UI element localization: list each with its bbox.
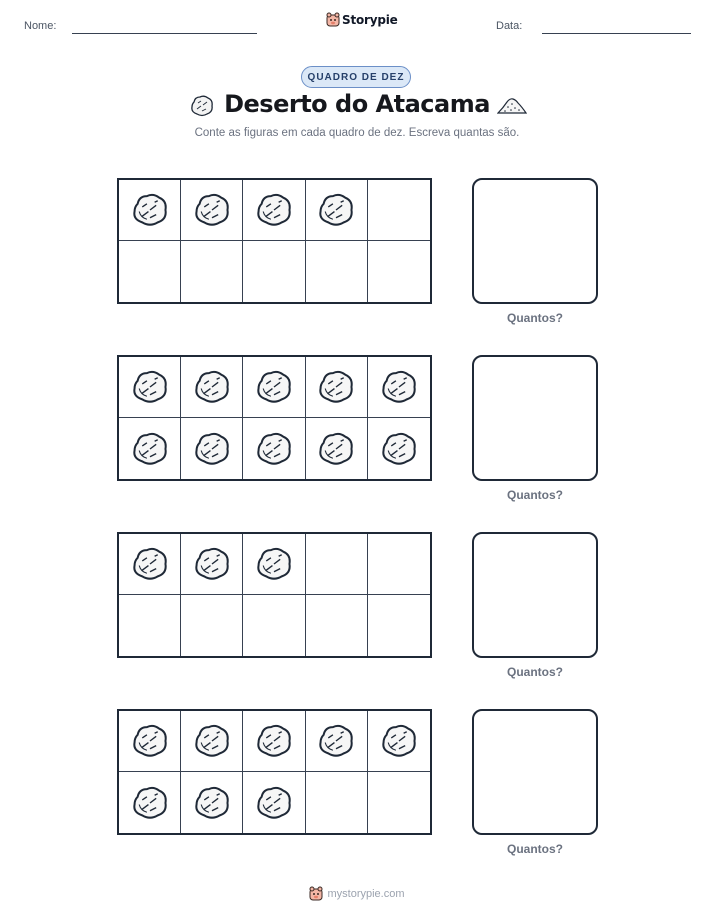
rock-icon [255, 193, 293, 227]
answer-box[interactable] [472, 532, 598, 658]
ten-frame-cell [306, 534, 368, 595]
rock-icon [380, 724, 418, 758]
ten-frame-cell [243, 180, 305, 241]
rock-icon [255, 786, 293, 820]
rock-icon [317, 193, 355, 227]
rock-icon [193, 432, 231, 466]
answer-box[interactable] [472, 178, 598, 304]
ten-frame-cell [119, 241, 181, 302]
answer-label: Quantos? [507, 311, 563, 325]
ten-frame-cell [243, 357, 305, 418]
ten-frame [117, 178, 432, 304]
ten-frame-cell [119, 180, 181, 241]
ten-frame-cell [119, 357, 181, 418]
brand-logo [326, 12, 398, 28]
answer-label: Quantos? [507, 665, 563, 679]
ten-frame-cell [306, 595, 368, 656]
ten-frame-cell [119, 534, 181, 595]
ten-frame-cell [368, 180, 430, 241]
ten-frame-cell [306, 357, 368, 418]
sand-pile-icon [497, 96, 527, 116]
name-label: Nome: [24, 20, 57, 32]
ten-frame-cell [181, 772, 243, 833]
answer-label: Quantos? [507, 488, 563, 502]
brand-name: Storypie [342, 13, 398, 27]
date-label: Data: [496, 20, 523, 32]
ten-frame-cell [119, 418, 181, 479]
ten-frame-cell [368, 534, 430, 595]
rock-icon [193, 370, 231, 404]
rock-icon [380, 432, 418, 466]
ten-frame-cell [368, 357, 430, 418]
ten-frame-cell [306, 418, 368, 479]
ten-frame-cell [181, 418, 243, 479]
answer-box[interactable] [472, 355, 598, 481]
footer [0, 886, 714, 902]
ten-frame-cell [368, 241, 430, 302]
ten-frame-cell [368, 711, 430, 772]
ten-frame-cell [181, 357, 243, 418]
rock-icon [131, 786, 169, 820]
name-field-line[interactable] [72, 33, 257, 34]
rock-icon [255, 547, 293, 581]
rock-icon [255, 370, 293, 404]
rock-icon [131, 432, 169, 466]
rock-icon [193, 547, 231, 581]
ten-frame-cell [119, 711, 181, 772]
ten-frame-cell [243, 534, 305, 595]
ten-frame-cell [181, 711, 243, 772]
ten-frame-cell [181, 595, 243, 656]
rock-icon [131, 547, 169, 581]
ten-frame-cell [181, 534, 243, 595]
ten-frame-cell [243, 711, 305, 772]
storypie-mascot-icon [309, 886, 323, 902]
ten-frame-cell [181, 180, 243, 241]
ten-frame-cell [306, 772, 368, 833]
rock-icon [131, 724, 169, 758]
rock-icon [317, 432, 355, 466]
footer-url: mystorypie.com [327, 888, 405, 900]
rock-icon [193, 724, 231, 758]
instructions: Conte as figuras em cada quadro de dez. Escreva quantas são. [194, 127, 520, 139]
ten-frame [117, 709, 432, 835]
ten-frame-cell [243, 595, 305, 656]
ten-frame-cell [119, 595, 181, 656]
ten-frame [117, 532, 432, 658]
ten-frame [117, 355, 432, 481]
rock-icon [380, 370, 418, 404]
ten-frame-cell [119, 772, 181, 833]
ten-frame-cell [368, 772, 430, 833]
ten-frame-cell [243, 418, 305, 479]
ten-frame-cell [306, 180, 368, 241]
ten-frame-cell [368, 418, 430, 479]
ten-frame-cell [181, 241, 243, 302]
answer-label: Quantos? [507, 842, 563, 856]
rock-icon [131, 193, 169, 227]
ten-frame-cell [306, 711, 368, 772]
page-title: Deserto do Atacama [224, 90, 490, 118]
rock-icon [317, 370, 355, 404]
storypie-mascot-icon [326, 12, 340, 28]
rock-icon [131, 370, 169, 404]
answer-box[interactable] [472, 709, 598, 835]
rock-icon [255, 432, 293, 466]
rock-icon [255, 724, 293, 758]
rock-icon [193, 193, 231, 227]
rock-icon [193, 786, 231, 820]
worksheet-type-badge: QUADRO DE DEZ [301, 66, 411, 88]
ten-frame-cell [368, 595, 430, 656]
ten-frame-cell [306, 241, 368, 302]
rock-icon [317, 724, 355, 758]
ten-frame-cell [243, 241, 305, 302]
date-field-line[interactable] [542, 33, 691, 34]
ten-frame-cell [243, 772, 305, 833]
